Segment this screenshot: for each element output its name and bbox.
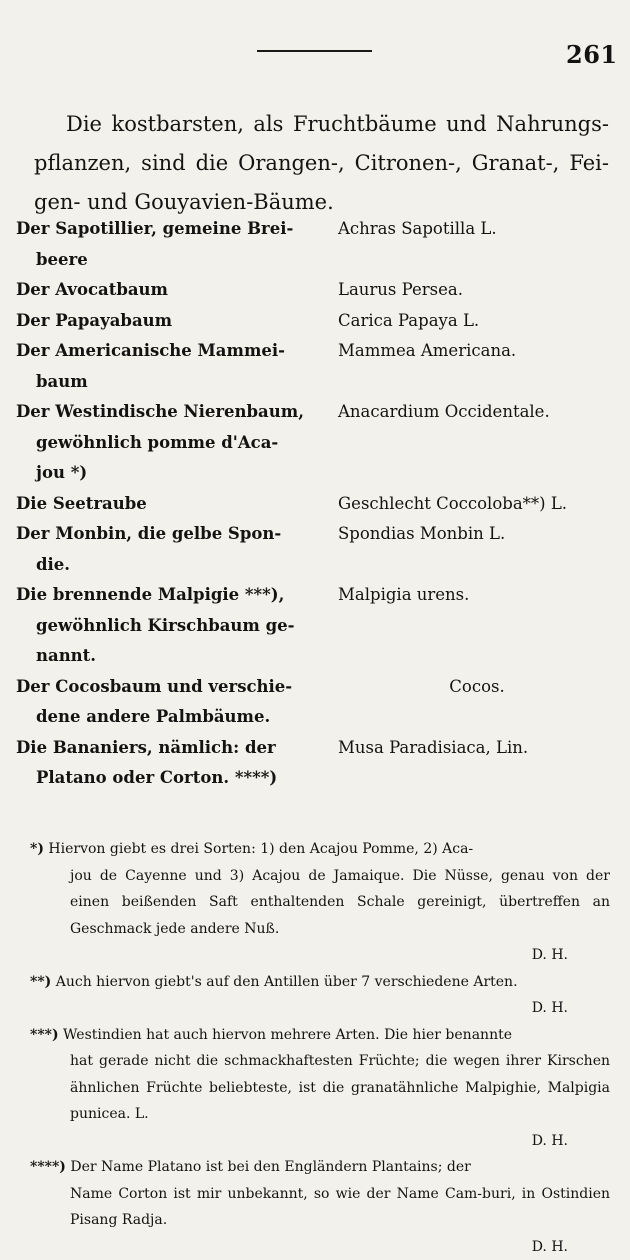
footnote-body: jou de Cayenne und 3) Acajou de Jamaique. Die Nüsse, genau von der einen beißenden Saft enthaltenden Schale gereinigt, übertreffen an Geschmack jede andere Nuß. bbox=[30, 863, 610, 943]
plant-common-name bbox=[16, 214, 318, 275]
footnote-body: hat gerade nicht die schmackhaftesten Früchte; die wegen ihrer Kirschen ähnlichen Früchte beliebteste, ist die granatähnliche Malpighie, Malpigia punicea. L. bbox=[30, 1048, 610, 1128]
footnote bbox=[30, 1022, 610, 1155]
intro-paragraph: Die kostbarsten, als Fruchtbäume und Nahrungs-pflanzen, sind die Orangen-, Citronen-, Granat-, Fei-gen- und Gouyavien-Bäume. bbox=[34, 105, 609, 222]
plant-common-name bbox=[16, 489, 318, 520]
header-rule bbox=[257, 50, 372, 52]
plant-latin-name: Malpigia urens. bbox=[318, 580, 616, 611]
plant-common-name bbox=[16, 519, 318, 580]
plant-common-name bbox=[16, 397, 318, 489]
plant-name-line: Der Cocosbaum und verschie- bbox=[16, 677, 292, 696]
footnote-marker: ****) bbox=[30, 1159, 66, 1175]
plant-name-line: Der Papayabaum bbox=[16, 311, 172, 330]
plant-name-line: Der Sapotillier, gemeine Brei- bbox=[16, 219, 293, 238]
plant-latin-name: Musa Paradisiaca, Lin. bbox=[318, 733, 616, 764]
plant-row bbox=[16, 275, 616, 306]
footnote-signature: D. H. bbox=[30, 942, 610, 969]
plant-latin-name: Carica Papaya L. bbox=[318, 306, 616, 337]
footnote-text: Hiervon giebt es drei Sorten: 1) den Acajou Pomme, 2) Aca- bbox=[48, 841, 473, 857]
footnote-marker: ***) bbox=[30, 1027, 59, 1043]
plant-latin-name: Laurus Persea. bbox=[318, 275, 616, 306]
plant-common-name bbox=[16, 306, 318, 337]
footnote bbox=[30, 969, 610, 1022]
plant-row bbox=[16, 580, 616, 672]
plant-row bbox=[16, 733, 616, 794]
plant-common-name bbox=[16, 275, 318, 306]
plant-latin-name: Cocos. bbox=[318, 672, 616, 703]
plant-common-name bbox=[16, 580, 318, 672]
plant-latin-name: Anacardium Occidentale. bbox=[318, 397, 616, 428]
footnote-first-line bbox=[30, 1154, 610, 1181]
footnote-signature: D. H. bbox=[30, 995, 610, 1022]
plant-name-line: Die brennende Malpigie ***), bbox=[16, 585, 284, 604]
footnote bbox=[30, 836, 610, 969]
plant-list bbox=[16, 214, 616, 794]
plant-row bbox=[16, 397, 616, 489]
plant-latin-name: Achras Sapotilla L. bbox=[318, 214, 616, 245]
footnote-text: Westindien hat auch hiervon mehrere Arten. Die hier benannte bbox=[63, 1027, 512, 1043]
plant-name-line: Der Westindische Nierenbaum, bbox=[16, 402, 304, 421]
plant-row bbox=[16, 306, 616, 337]
footnote-signature: D. H. bbox=[30, 1128, 610, 1155]
plant-row bbox=[16, 489, 616, 520]
footnote-first-line bbox=[30, 836, 610, 863]
plant-row bbox=[16, 336, 616, 397]
plant-row bbox=[16, 672, 616, 733]
footnote-marker: **) bbox=[30, 974, 51, 990]
footnotes bbox=[30, 836, 610, 1260]
footnote-text: Der Name Platano ist bei den Engländern Plantains; der bbox=[70, 1159, 470, 1175]
plant-row bbox=[16, 519, 616, 580]
footnote-first-line bbox=[30, 1022, 610, 1049]
footnote-marker: *) bbox=[30, 841, 44, 857]
plant-name-line: Der Americanische Mammei- bbox=[16, 341, 285, 360]
plant-row bbox=[16, 214, 616, 275]
footnote-first-line bbox=[30, 969, 610, 996]
plant-name-line: Der Avocatbaum bbox=[16, 280, 168, 299]
plant-name-continuation: Platano oder Corton. ****) bbox=[16, 763, 318, 794]
plant-name-line: Die Seetraube bbox=[16, 494, 147, 513]
plant-common-name bbox=[16, 733, 318, 794]
plant-name-continuation: beere bbox=[16, 245, 318, 276]
footnote-body: Name Corton ist mir unbekannt, so wie der Name Cam-buri, in Ostindien Pisang Radja. bbox=[30, 1181, 610, 1234]
page-number: 261 bbox=[566, 40, 618, 69]
plant-name-continuation: dene andere Palmbäume. bbox=[16, 702, 318, 733]
footnote-text: Auch hiervon giebt's auf den Antillen über 7 verschiedene Arten. bbox=[56, 974, 518, 990]
plant-latin-name: Spondias Monbin L. bbox=[318, 519, 616, 550]
plant-latin-name: Mammea Americana. bbox=[318, 336, 616, 367]
footnote-signature: D. H. bbox=[30, 1234, 610, 1260]
plant-latin-name: Geschlecht Coccoloba**) L. bbox=[318, 489, 616, 520]
plant-common-name bbox=[16, 336, 318, 397]
plant-name-line: Der Monbin, die gelbe Spon- bbox=[16, 524, 281, 543]
plant-name-line: Die Bananiers, nämlich: der bbox=[16, 738, 276, 757]
plant-name-continuation: gewöhnlich pomme d'Aca- jou *) bbox=[16, 428, 318, 489]
plant-common-name bbox=[16, 672, 318, 733]
plant-name-continuation: die. bbox=[16, 550, 318, 581]
plant-name-continuation: baum bbox=[16, 367, 318, 398]
footnote bbox=[30, 1154, 610, 1260]
plant-name-continuation: gewöhnlich Kirschbaum ge- nannt. bbox=[16, 611, 318, 672]
